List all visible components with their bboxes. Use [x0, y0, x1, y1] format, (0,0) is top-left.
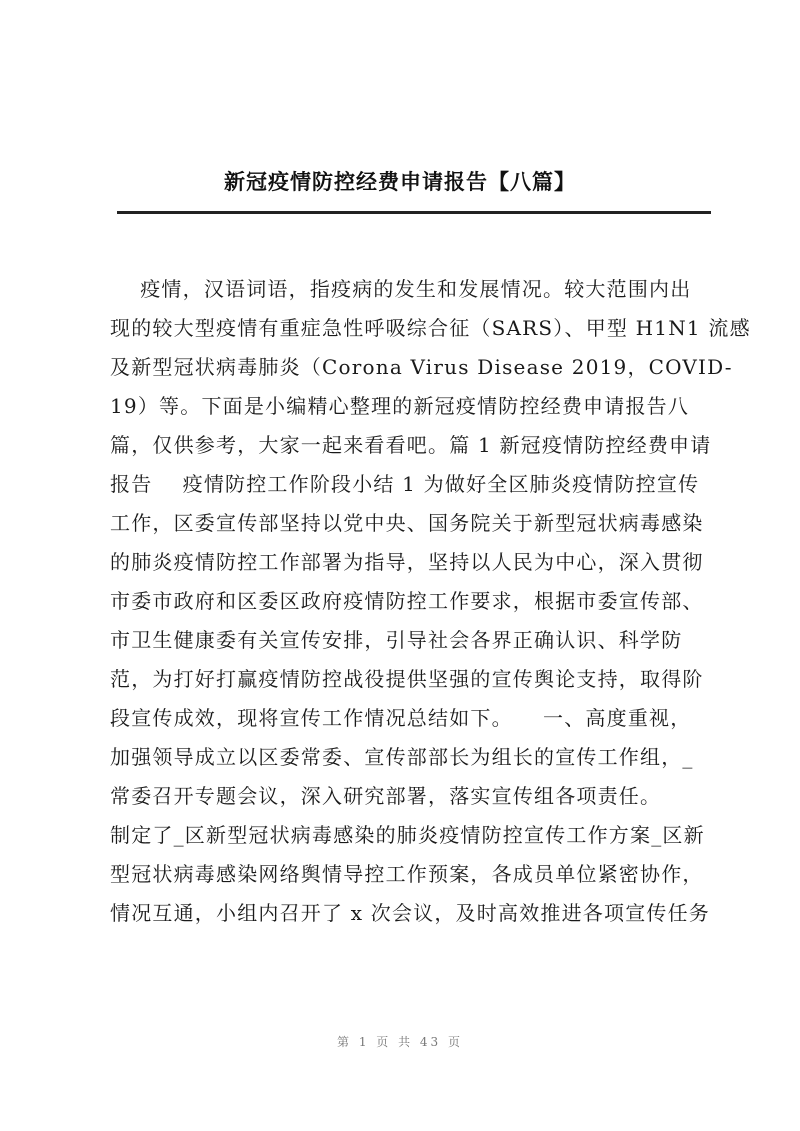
- document-title: 新冠疫情防控经费申请报告【八篇】: [224, 169, 576, 194]
- body-line: 工作，区委宣传部坚持以党中央、国务院关于新型冠状病毒感染: [110, 511, 704, 535]
- body-line: 制定了_区新型冠状病毒感染的肺炎疫情防控宣传工作方案_区新: [110, 823, 705, 847]
- page-number-footer: 第 1 页 共 43 页: [337, 1035, 463, 1049]
- body-line: 加强领导成立以区委常委、宣传部部长为组长的宣传工作组，_: [110, 745, 694, 769]
- body-line: 报告 疫情防控工作阶段小结 1 为做好全区肺炎疫情防控宣传: [110, 472, 700, 496]
- body-line: 型冠状病毒感染网络舆情导控工作预案，各成员单位紧密协作，: [110, 862, 704, 886]
- body-line: 的肺炎疫情防控工作部署为指导，坚持以人民为中心，深入贯彻: [110, 550, 704, 574]
- body-line: 及新型冠状病毒肺炎（Corona Virus Disease 2019，COVID-: [110, 355, 733, 379]
- body-line: 范，为打好打赢疫情防控战役提供坚强的宣传舆论支持，取得阶: [110, 667, 704, 691]
- document-body: [110, 270, 751, 933]
- body-line: 市卫生健康委有关宣传安排，引导社会各界正确认识、科学防: [110, 628, 683, 652]
- title-underline: [117, 211, 711, 214]
- body-line: 常委召开专题会议，深入研究部署，落实宣传组各项责任。: [110, 784, 662, 808]
- body-line: 疫情，汉语词语，指疫病的发生和发展情况。较大范围内出: [110, 277, 692, 301]
- body-line: 段宣传成效，现将宣传工作情况总结如下。 一、高度重视，: [110, 706, 692, 730]
- body-line: 情况互通，小组内召开了 x 次会议，及时高效推进各项宣传任务: [110, 901, 710, 925]
- body-line: 现的较大型疫情有重症急性呼吸综合征（SARS）、甲型 H1N1 流感: [110, 316, 751, 340]
- body-line: 市委市政府和区委区政府疫情防控工作要求，根据市委宣传部、: [110, 589, 704, 613]
- body-line: 篇，仅供参考，大家一起来看看吧。篇 1 新冠疫情防控经费申请: [110, 433, 712, 457]
- body-line: 19）等。下面是小编精心整理的新冠疫情防控经费申请报告八: [110, 394, 690, 418]
